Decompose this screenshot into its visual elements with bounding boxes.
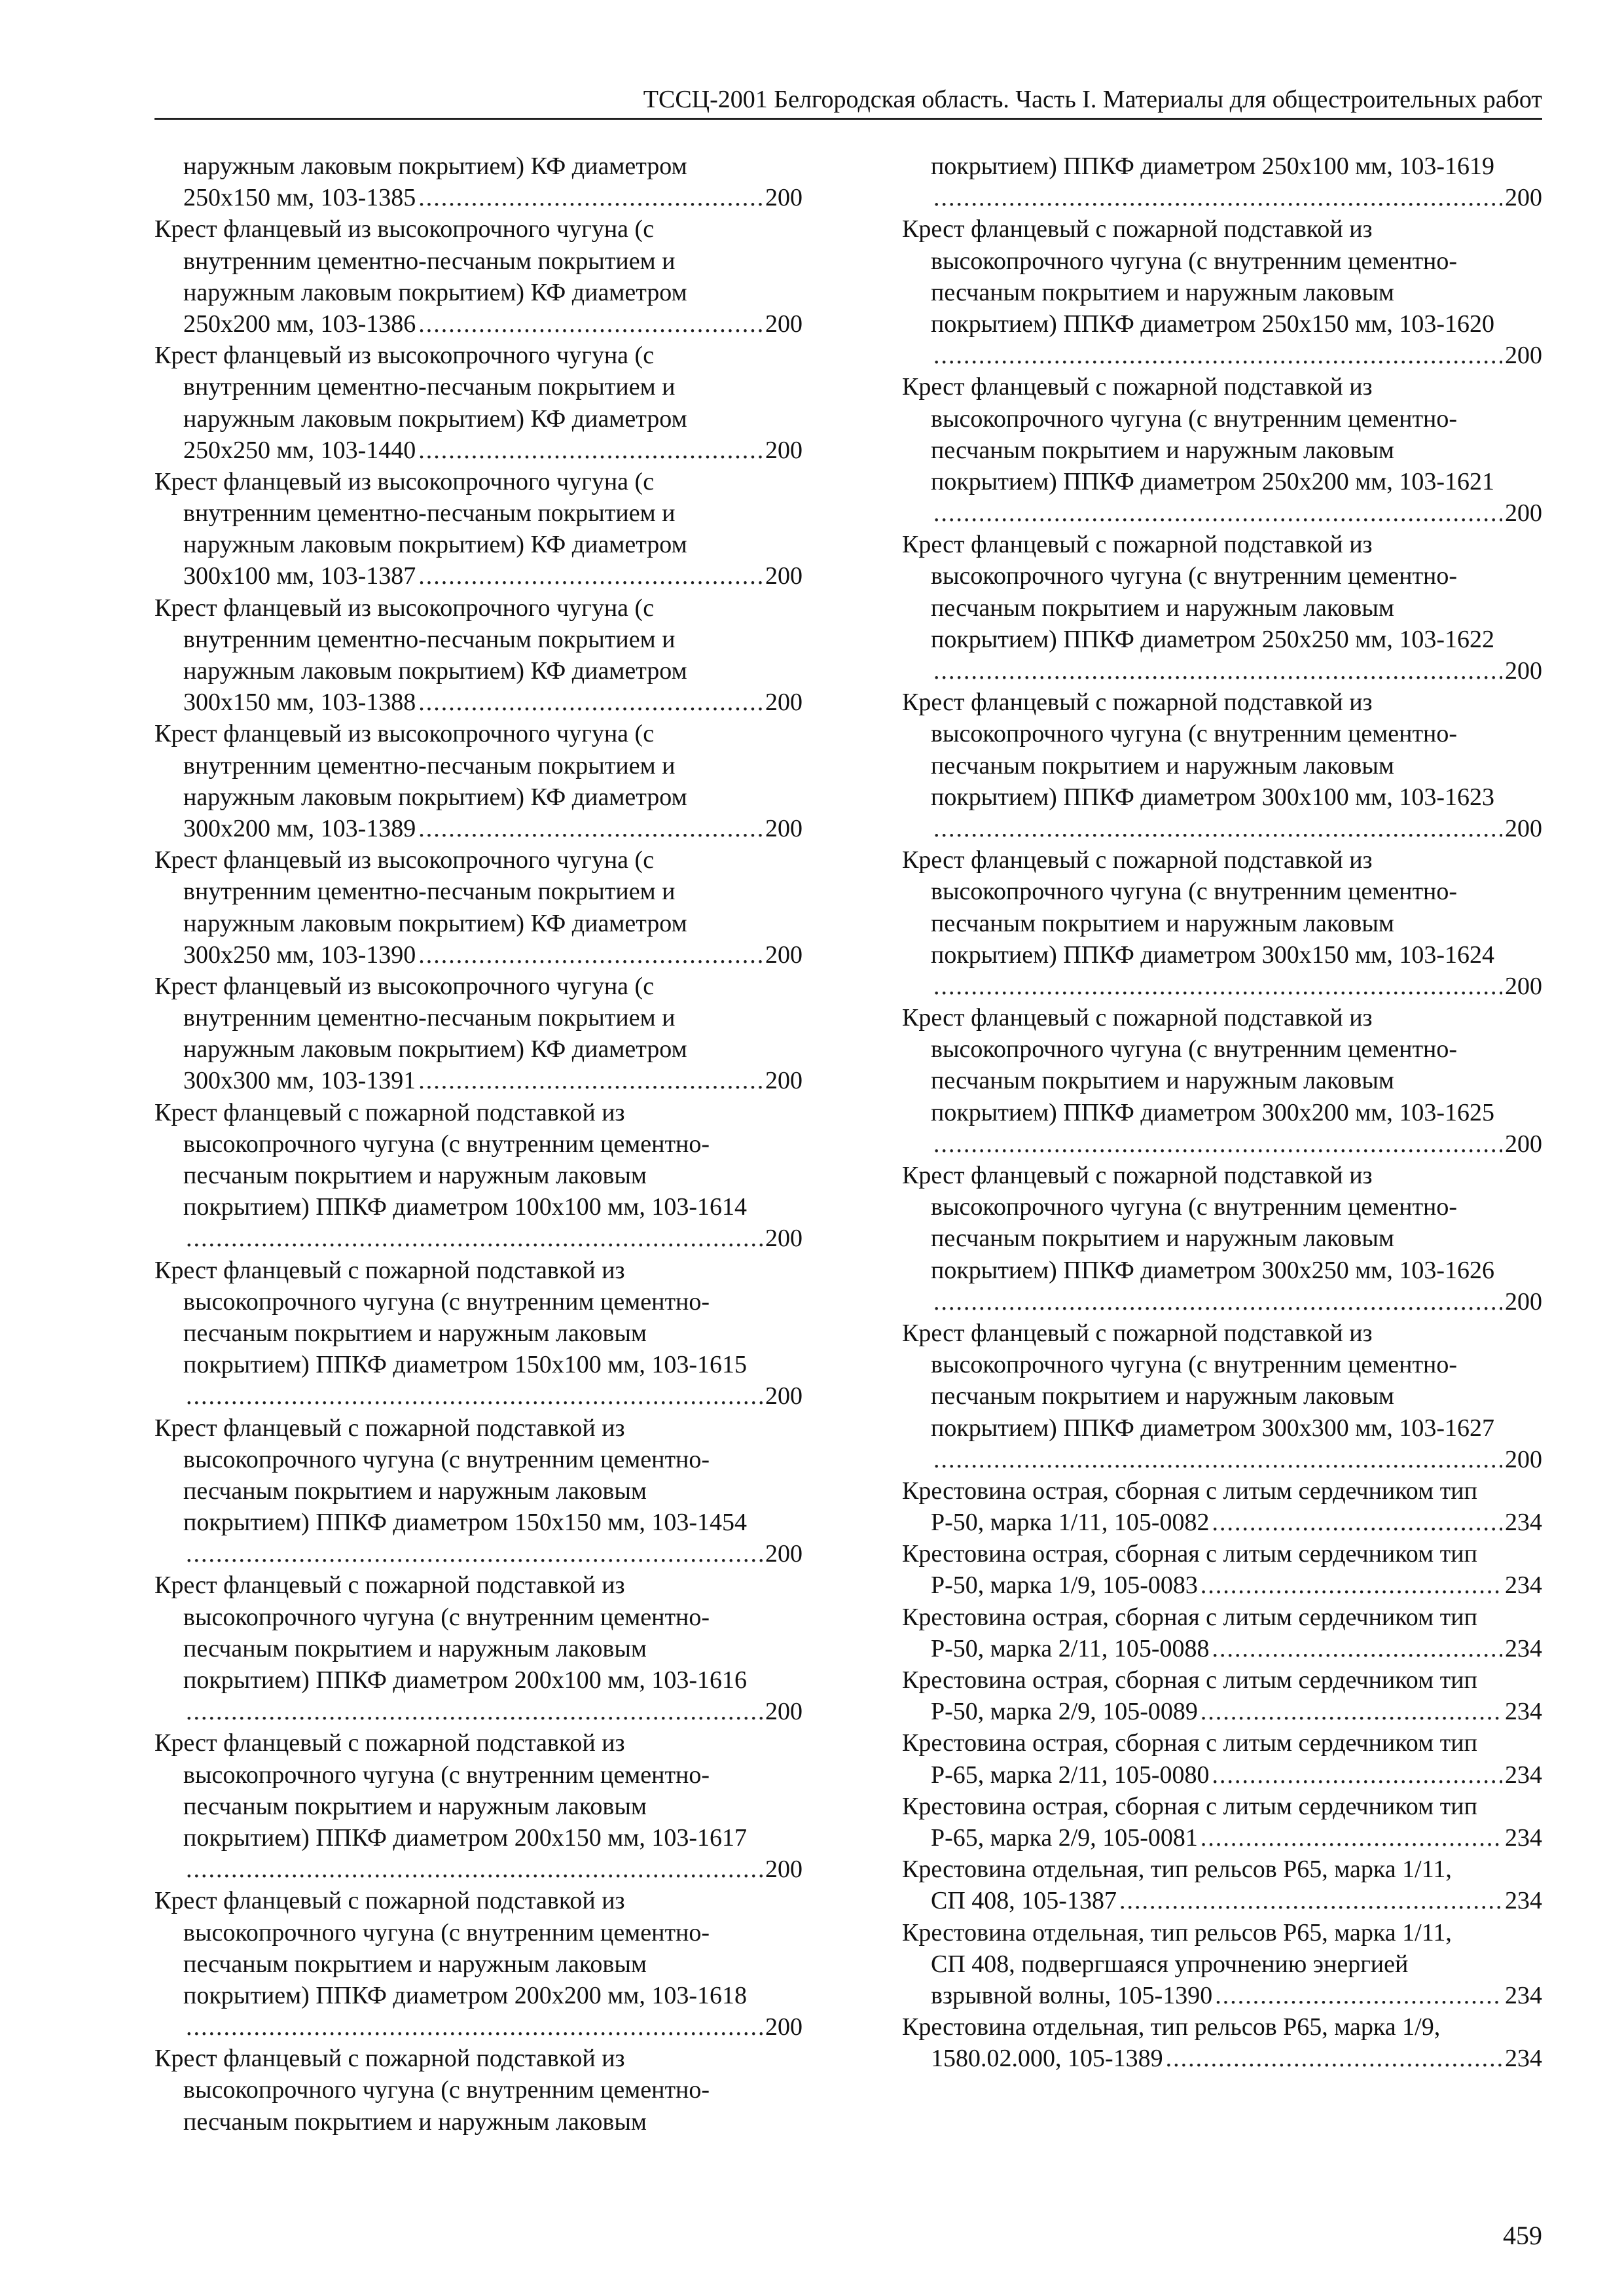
entry-text-line: Крестовина отдельная, тип рельсов Р65, марка 1/9, xyxy=(902,2013,1441,2041)
entry-page-number: 200 xyxy=(765,1698,803,1726)
entry-text-line: песчаным покрытием и наружным лаковым xyxy=(183,1950,647,1978)
entry-text-line: покрытием) ППКФ диаметром 300х250 мм, 103-1626 xyxy=(931,1256,1495,1284)
entry-page-number: 234 xyxy=(1505,1887,1542,1915)
dot-leader xyxy=(1200,1696,1502,1727)
index-column-left xyxy=(154,151,803,2138)
entry-page-number: 200 xyxy=(1505,972,1542,1000)
entry-page-number: 200 xyxy=(1505,814,1542,842)
entry-text-line: покрытием) ППКФ диаметром 100х100 мм, 103-1614 xyxy=(183,1193,748,1221)
index-entry xyxy=(154,1570,803,1727)
index-entry xyxy=(902,1854,1542,1916)
entry-text-line: высокопрочного чугуна (с внутренним цементно- xyxy=(931,720,1458,748)
entry-text-line: внутренним цементно-песчаным покрытием и xyxy=(183,625,676,653)
dot-leader xyxy=(933,1444,1502,1475)
entry-text-line: песчаным покрытием и наружным лаковым xyxy=(931,909,1394,937)
entry-text-line: песчаным покрытием и наружным лаковым xyxy=(183,1792,647,1820)
entry-page-ref-line xyxy=(902,182,1542,213)
entry-page-number: 200 xyxy=(765,1856,803,1884)
entry-page-ref-line xyxy=(154,560,803,592)
entry-text-line: песчаным покрытием и наружным лаковым xyxy=(931,751,1394,780)
entry-text-line: Крест фланцевый из высокопрочного чугуна (с xyxy=(154,846,655,874)
entry-text-line: песчаным покрытием и наружным лаковым xyxy=(931,436,1394,464)
entry-page-number: 200 xyxy=(765,184,803,212)
entry-text-line: высокопрочного чугуна (с внутренним цементно- xyxy=(183,1761,710,1789)
entry-last-line: Р-65, марка 2/11, 105-0080 xyxy=(931,1761,1210,1789)
dot-leader xyxy=(186,1223,763,1254)
entry-page-ref-line xyxy=(154,1538,803,1570)
entry-page-ref-line xyxy=(902,2043,1542,2074)
entry-text-line: Крест фланцевый с пожарной подставкой из xyxy=(902,689,1373,717)
entry-text-line: Крест фланцевый с пожарной подставкой из xyxy=(154,1256,625,1284)
entry-page-ref-line xyxy=(154,939,803,971)
entry-page-number: 200 xyxy=(1505,499,1542,528)
entry-text-line: высокопрочного чугуна (с внутренним цементно- xyxy=(183,2076,710,2104)
entry-text-line: наружным лаковым покрытием) КФ диаметром xyxy=(183,278,687,306)
entry-last-line: 300х300 мм, 103-1391 xyxy=(183,1067,416,1095)
dot-leader xyxy=(418,560,763,592)
dot-leader xyxy=(418,182,763,213)
index-entry xyxy=(902,1002,1542,1160)
dot-leader xyxy=(418,939,763,971)
entry-last-line: 250х200 мм, 103-1386 xyxy=(183,310,416,338)
entry-last-line: Р-50, марка 2/9, 105-0089 xyxy=(931,1698,1198,1726)
entry-text-line: покрытием) ППКФ диаметром 250х100 мм, 103-1619 xyxy=(931,152,1495,180)
dot-leader xyxy=(933,340,1502,371)
entry-text-line: покрытием) ППКФ диаметром 150х150 мм, 103-1454 xyxy=(183,1509,748,1537)
entry-page-number: 200 xyxy=(765,1067,803,1095)
entry-last-line: 1580.02.000, 105-1389 xyxy=(931,2045,1163,2073)
dot-leader xyxy=(186,2011,763,2043)
entry-text-line: песчаным покрытием и наружным лаковым xyxy=(183,1319,647,1347)
entry-text-line: Крестовина отдельная, тип рельсов Р65, марка 1/11, xyxy=(902,1918,1452,1946)
entry-last-line: 300х150 мм, 103-1388 xyxy=(183,689,416,717)
entry-text-line: Крестовина острая, сборная с литым сердечником тип xyxy=(902,1540,1477,1568)
entry-page-number: 200 xyxy=(1505,1445,1542,1473)
entry-text-line: Крест фланцевый с пожарной подставкой из xyxy=(154,1729,625,1757)
index-entry xyxy=(154,844,803,971)
entry-text-line: внутренним цементно-песчаным покрытием и xyxy=(183,878,676,906)
dot-leader xyxy=(933,497,1502,529)
entry-text-line: покрытием) ППКФ диаметром 200х200 мм, 103-1618 xyxy=(183,1981,748,2009)
entry-text-line: Крест фланцевый с пожарной подставкой из xyxy=(902,1004,1373,1032)
dot-leader xyxy=(1119,1885,1502,1916)
dot-leader xyxy=(418,813,763,844)
entry-text-line: внутренним цементно-песчаным покрытием и xyxy=(183,499,676,528)
entry-page-number: 234 xyxy=(1505,1509,1542,1537)
entry-text-line: внутренним цементно-песчаным покрытием и xyxy=(183,247,676,275)
entry-text-line: высокопрочного чугуна (с внутренним цементно- xyxy=(931,1035,1458,1064)
entry-page-ref-line xyxy=(902,1759,1542,1791)
dot-leader xyxy=(418,308,763,340)
page-number: 459 xyxy=(1503,2221,1542,2250)
entry-last-line: Р-65, марка 2/9, 105-0081 xyxy=(931,1823,1198,1852)
entry-text-line: высокопрочного чугуна (с внутренним цементно- xyxy=(183,1918,710,1946)
entry-text-line: песчаным покрытием и наружным лаковым xyxy=(931,278,1394,306)
index-entry xyxy=(154,340,803,466)
index-entry xyxy=(902,1791,1542,1854)
entry-text-line: песчаным покрытием и наружным лаковым xyxy=(931,1225,1394,1253)
entry-last-line: Р-50, марка 1/11, 105-0082 xyxy=(931,1509,1210,1537)
entry-page-number: 200 xyxy=(1505,657,1542,685)
entry-page-ref-line xyxy=(902,971,1542,1002)
index-entry xyxy=(902,1727,1542,1790)
entry-text-line: Крест фланцевый с пожарной подставкой из xyxy=(154,2045,625,2073)
dot-leader xyxy=(1200,1822,1502,1854)
entry-page-ref-line xyxy=(154,1696,803,1727)
entry-text-line: Крест фланцевый с пожарной подставкой из xyxy=(902,215,1373,243)
index-entry xyxy=(154,2043,803,2138)
dot-leader xyxy=(186,1696,763,1727)
entry-text-line: покрытием) ППКФ диаметром 300х150 мм, 103-1624 xyxy=(931,941,1495,969)
entry-text-line: Крест фланцевый из высокопрочного чугуна (с xyxy=(154,972,655,1000)
entry-text-line: внутренним цементно-песчаным покрытием и xyxy=(183,1004,676,1032)
entry-page-number: 200 xyxy=(765,562,803,590)
entry-page-number: 200 xyxy=(765,1382,803,1410)
entry-page-number: 200 xyxy=(765,1540,803,1568)
dot-leader xyxy=(418,687,763,718)
index-entry xyxy=(902,844,1542,1002)
dot-leader xyxy=(418,435,763,466)
entry-page-number: 200 xyxy=(1505,1130,1542,1158)
index-column-right xyxy=(902,151,1542,2074)
dot-leader xyxy=(933,655,1502,687)
entry-text-line: Крест фланцевый из высокопрочного чугуна (с xyxy=(154,215,655,243)
entry-page-number: 234 xyxy=(1505,1571,1542,1600)
entry-text-line: наружным лаковым покрытием) КФ диаметром xyxy=(183,657,687,685)
entry-text-line: песчаным покрытием и наружным лаковым xyxy=(183,2108,647,2136)
entry-page-number: 200 xyxy=(765,941,803,969)
entry-page-ref-line xyxy=(902,1444,1542,1475)
index-entry xyxy=(154,1097,803,1255)
entry-text-line: Крестовина острая, сборная с литым сердечником тип xyxy=(902,1792,1477,1820)
entry-page-ref-line xyxy=(902,655,1542,687)
entry-text-line: Крест фланцевый с пожарной подставкой из xyxy=(154,1414,625,1442)
entry-page-number: 234 xyxy=(1505,2045,1542,2073)
entry-text-line: Крест фланцевый с пожарной подставкой из xyxy=(902,373,1373,401)
dot-leader xyxy=(1212,1507,1503,1538)
entry-text-line: наружным лаковым покрытием) КФ диаметром xyxy=(183,783,687,811)
entry-page-ref-line xyxy=(902,1633,1542,1664)
entry-text-line: высокопрочного чугуна (с внутренним цементно- xyxy=(183,1603,710,1631)
entry-page-ref-line xyxy=(902,1507,1542,1538)
entry-text-line: Крестовина острая, сборная с литым сердечником тип xyxy=(902,1603,1477,1631)
dot-leader xyxy=(933,813,1502,844)
entry-text-line: песчаным покрытием и наружным лаковым xyxy=(931,1067,1394,1095)
entry-text-line: высокопрочного чугуна (с внутренним цементно- xyxy=(183,1130,710,1158)
entry-text-line: покрытием) ППКФ диаметром 250х200 мм, 103-1621 xyxy=(931,467,1495,495)
index-entry xyxy=(154,1255,803,1412)
entry-page-ref-line xyxy=(902,1696,1542,1727)
entry-text-line: Крестовина острая, сборная с литым сердечником тип xyxy=(902,1666,1477,1694)
entry-text-line: высокопрочного чугуна (с внутренним цементно- xyxy=(931,404,1458,433)
entry-page-number: 234 xyxy=(1505,1698,1542,1726)
entry-page-number: 234 xyxy=(1505,1823,1542,1852)
dot-leader xyxy=(1212,1633,1503,1664)
dot-leader xyxy=(933,971,1502,1002)
entry-text-line: высокопрочного чугуна (с внутренним цементно- xyxy=(931,1193,1458,1221)
dot-leader xyxy=(186,1854,763,1885)
entry-text-line: покрытием) ППКФ диаметром 200х100 мм, 103-1616 xyxy=(183,1666,748,1694)
entry-last-line: взрывной волны, 105-1390 xyxy=(931,1981,1213,2009)
entry-text-line: высокопрочного чугуна (с внутренним цементно- xyxy=(931,562,1458,590)
dot-leader xyxy=(1215,1980,1502,2011)
index-entry xyxy=(154,466,803,592)
entry-text-line: наружным лаковым покрытием) КФ диаметром xyxy=(183,909,687,937)
entry-page-number: 200 xyxy=(765,436,803,464)
entry-text-line: внутренним цементно-песчаным покрытием и xyxy=(183,751,676,780)
entry-page-ref-line xyxy=(154,182,803,213)
dot-leader xyxy=(1166,2043,1502,2074)
entry-last-line: 300х200 мм, 103-1389 xyxy=(183,814,416,842)
entry-text-line: Крест фланцевый с пожарной подставкой из xyxy=(154,1887,625,1915)
index-entry xyxy=(902,529,1542,687)
entry-page-number: 234 xyxy=(1505,1981,1542,2009)
entry-page-ref-line xyxy=(154,1223,803,1254)
entry-page-ref-line xyxy=(154,1380,803,1412)
index-entry xyxy=(902,1538,1542,1601)
entry-page-ref-line xyxy=(154,1854,803,1885)
index-entry xyxy=(154,1885,803,2043)
index-entry xyxy=(902,151,1542,213)
entry-text-line: песчаным покрытием и наружным лаковым xyxy=(183,1162,647,1189)
entry-text-line: высокопрочного чугуна (с внутренним цементно- xyxy=(183,1287,710,1316)
index-entry xyxy=(902,687,1542,844)
entry-text-line: наружным лаковым покрытием) КФ диаметром xyxy=(183,1035,687,1064)
entry-text-line: песчаным покрытием и наружным лаковым xyxy=(931,1382,1394,1410)
index-entry xyxy=(154,1727,803,1885)
entry-page-ref-line xyxy=(902,1286,1542,1318)
entry-page-number: 200 xyxy=(765,1225,803,1253)
entry-text-line: покрытием) ППКФ диаметром 150х100 мм, 103-1615 xyxy=(183,1351,748,1379)
dot-leader xyxy=(186,1538,763,1570)
entry-page-ref-line xyxy=(154,687,803,718)
entry-page-ref-line xyxy=(154,308,803,340)
entry-last-line: Р-50, марка 1/9, 105-0083 xyxy=(931,1571,1198,1600)
entry-page-number: 200 xyxy=(765,689,803,717)
entry-page-ref-line xyxy=(902,1885,1542,1916)
index-entry xyxy=(902,213,1542,371)
entry-page-number: 200 xyxy=(1505,1287,1542,1316)
header-title: ТССЦ-2001 Белгородская область. Часть I. Материалы для общестроительных работ xyxy=(643,86,1542,113)
index-entry xyxy=(902,1318,1542,1475)
entry-text-line: Крест фланцевый с пожарной подставкой из xyxy=(902,1319,1373,1347)
entry-text-line: песчаным покрытием и наружным лаковым xyxy=(931,594,1394,622)
entry-text-line: Крестовина отдельная, тип рельсов Р65, марка 1/11, xyxy=(902,1856,1452,1884)
index-entry xyxy=(154,151,803,213)
entry-page-ref-line xyxy=(902,1128,1542,1160)
entry-page-ref-line xyxy=(154,1065,803,1096)
entry-last-line: 250х250 мм, 103-1440 xyxy=(183,436,416,464)
entry-text-line: внутренним цементно-песчаным покрытием и xyxy=(183,373,676,401)
entry-text-line: Крестовина острая, сборная с литым сердечником тип xyxy=(902,1477,1477,1505)
entry-text-line: Крест фланцевый из высокопрочного чугуна (с xyxy=(154,594,655,622)
entry-page-number: 234 xyxy=(1505,1761,1542,1789)
entry-page-number: 200 xyxy=(1505,342,1542,370)
entry-text-line: наружным лаковым покрытием) КФ диаметром xyxy=(183,531,687,559)
entry-text-line: Крест фланцевый с пожарной подставкой из xyxy=(902,846,1373,874)
entry-text-line: СП 408, подвергшаяся упрочнению энергией xyxy=(931,1950,1409,1978)
index-entry xyxy=(902,1664,1542,1727)
running-header xyxy=(154,84,1542,120)
entry-text-line: высокопрочного чугуна (с внутренним цементно- xyxy=(931,1351,1458,1379)
entry-page-ref-line xyxy=(902,340,1542,371)
entry-page-number: 200 xyxy=(1505,184,1542,212)
entry-text-line: высокопрочного чугуна (с внутренним цементно- xyxy=(183,1445,710,1473)
entry-text-line: Крест фланцевый с пожарной подставкой из xyxy=(902,531,1373,559)
index-entry xyxy=(154,971,803,1097)
dot-leader xyxy=(418,1065,763,1096)
index-entry xyxy=(154,718,803,844)
index-entry xyxy=(902,1160,1542,1318)
dot-leader xyxy=(1200,1570,1502,1601)
entry-page-number: 234 xyxy=(1505,1634,1542,1662)
entry-page-number: 200 xyxy=(765,310,803,338)
entry-text-line: наружным лаковым покрытием) КФ диаметром xyxy=(183,152,687,180)
entry-last-line: 300х250 мм, 103-1390 xyxy=(183,941,416,969)
entry-page-ref-line xyxy=(154,813,803,844)
entry-text-line: Крест фланцевый с пожарной подставкой из xyxy=(154,1571,625,1600)
entry-page-ref-line xyxy=(902,497,1542,529)
entry-text-line: Крест фланцевый с пожарной подставкой из xyxy=(154,1098,625,1126)
index-entry xyxy=(154,1412,803,1570)
dot-leader xyxy=(933,1128,1502,1160)
entry-text-line: наружным лаковым покрытием) КФ диаметром xyxy=(183,404,687,433)
entry-page-ref-line xyxy=(902,813,1542,844)
index-entry xyxy=(154,213,803,340)
entry-page-ref-line xyxy=(902,1822,1542,1854)
entry-text-line: покрытием) ППКФ диаметром 200х150 мм, 103-1617 xyxy=(183,1823,748,1852)
dot-leader xyxy=(1212,1759,1503,1791)
entry-page-ref-line xyxy=(154,435,803,466)
entry-page-ref-line xyxy=(154,2011,803,2043)
index-entry xyxy=(902,371,1542,529)
entry-page-ref-line xyxy=(902,1980,1542,2011)
entry-text-line: песчаным покрытием и наружным лаковым xyxy=(183,1634,647,1662)
dot-leader xyxy=(186,1380,763,1412)
entry-page-number: 200 xyxy=(765,814,803,842)
entry-last-line: СП 408, 105-1387 xyxy=(931,1887,1117,1915)
entry-text-line: покрытием) ППКФ диаметром 300х200 мм, 103-1625 xyxy=(931,1098,1495,1126)
dot-leader xyxy=(933,182,1502,213)
entry-text-line: песчаным покрытием и наружным лаковым xyxy=(183,1477,647,1505)
index-entry xyxy=(902,1475,1542,1538)
entry-text-line: Крест фланцевый из высокопрочного чугуна (с xyxy=(154,720,655,748)
entry-text-line: покрытием) ППКФ диаметром 300х300 мм, 103-1627 xyxy=(931,1414,1495,1442)
entry-text-line: высокопрочного чугуна (с внутренним цементно- xyxy=(931,878,1458,906)
entry-text-line: покрытием) ППКФ диаметром 300х100 мм, 103-1623 xyxy=(931,783,1495,811)
entry-text-line: высокопрочного чугуна (с внутренним цементно- xyxy=(931,247,1458,275)
entry-text-line: Крест фланцевый из высокопрочного чугуна (с xyxy=(154,467,655,495)
entry-last-line: 250х150 мм, 103-1385 xyxy=(183,184,416,212)
entry-text-line: Крестовина острая, сборная с литым сердечником тип xyxy=(902,1729,1477,1757)
entry-text-line: Крест фланцевый с пожарной подставкой из xyxy=(902,1162,1373,1189)
entry-page-ref-line xyxy=(902,1570,1542,1601)
entry-page-number: 200 xyxy=(765,2013,803,2041)
entry-text-line: покрытием) ППКФ диаметром 250х150 мм, 103-1620 xyxy=(931,310,1495,338)
index-entry xyxy=(902,1917,1542,2012)
entry-last-line: Р-50, марка 2/11, 105-0088 xyxy=(931,1634,1210,1662)
index-entry xyxy=(902,1602,1542,1664)
index-entry xyxy=(902,2011,1542,2074)
index-entry xyxy=(154,592,803,719)
entry-text-line: Крест фланцевый из высокопрочного чугуна (с xyxy=(154,342,655,370)
entry-last-line: 300х100 мм, 103-1387 xyxy=(183,562,416,590)
dot-leader xyxy=(933,1286,1502,1318)
entry-text-line: покрытием) ППКФ диаметром 250х250 мм, 103-1622 xyxy=(931,625,1495,653)
